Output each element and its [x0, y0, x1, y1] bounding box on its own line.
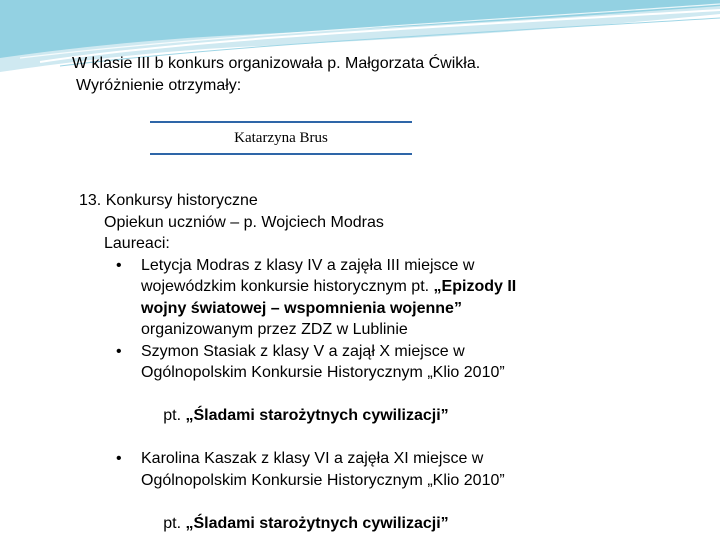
item-text: pt.	[158, 407, 186, 424]
item-text: Ogólnopolskim Konkursie Historycznym „Klio 2010”	[141, 471, 505, 489]
list-item	[79, 255, 516, 277]
item-continuation	[79, 470, 516, 492]
item-continuation	[79, 319, 516, 341]
competitions-section	[79, 190, 516, 556]
item-continuation	[79, 384, 516, 449]
item-text: organizowanym przez ZDZ w Lublinie	[141, 321, 408, 338]
item-title-bold: „Śladami starożytnych cywilizacji”	[185, 514, 449, 532]
item-continuation	[79, 276, 516, 298]
awardees-table	[150, 121, 412, 155]
item-title-bold: „Epizody II	[433, 278, 517, 295]
bullet-icon: •	[116, 450, 122, 467]
supervisor-line: Opiekun uczniów – p. Wojciech Modras	[104, 213, 384, 231]
item-text: Karolina Kaszak z klasy VI a zajęła XI miejsce w	[141, 450, 484, 467]
item-text: Letycja Modras z klasy IV a zajęła III miejsce w	[141, 256, 475, 274]
item-text: Szymon Stasiak z klasy V a zajął X miejsce w	[141, 342, 465, 360]
item-continuation	[79, 362, 516, 384]
bullet-icon: •	[116, 342, 122, 360]
item-title-bold: „Śladami starożytnych cywilizacji”	[185, 407, 449, 424]
bullet-icon: •	[116, 256, 122, 274]
intro-line-2: Wyróżnienie otrzymały:	[76, 77, 242, 94]
item-continuation	[79, 491, 516, 556]
intro-text	[72, 53, 480, 97]
item-title-bold: wojny światowej – wspomnienia wojenne”	[141, 299, 462, 317]
item-text: Ogólnopolskim Konkursie Historycznym „Klio 2010”	[141, 364, 505, 381]
list-item	[79, 341, 516, 363]
list-item	[79, 448, 516, 470]
item-text: wojewódzkim konkursie historycznym pt.	[141, 278, 434, 295]
awardee-name: Katarzyna Brus	[234, 129, 328, 146]
item-text: pt.	[158, 514, 186, 532]
item-continuation	[79, 298, 516, 320]
section-heading: 13. Konkursy historyczne	[79, 192, 258, 209]
intro-line-1: W klasie III b konkurs organizowała p. Małgorzata Ćwikła.	[72, 55, 481, 72]
laureates-label: Laureaci:	[104, 235, 170, 252]
